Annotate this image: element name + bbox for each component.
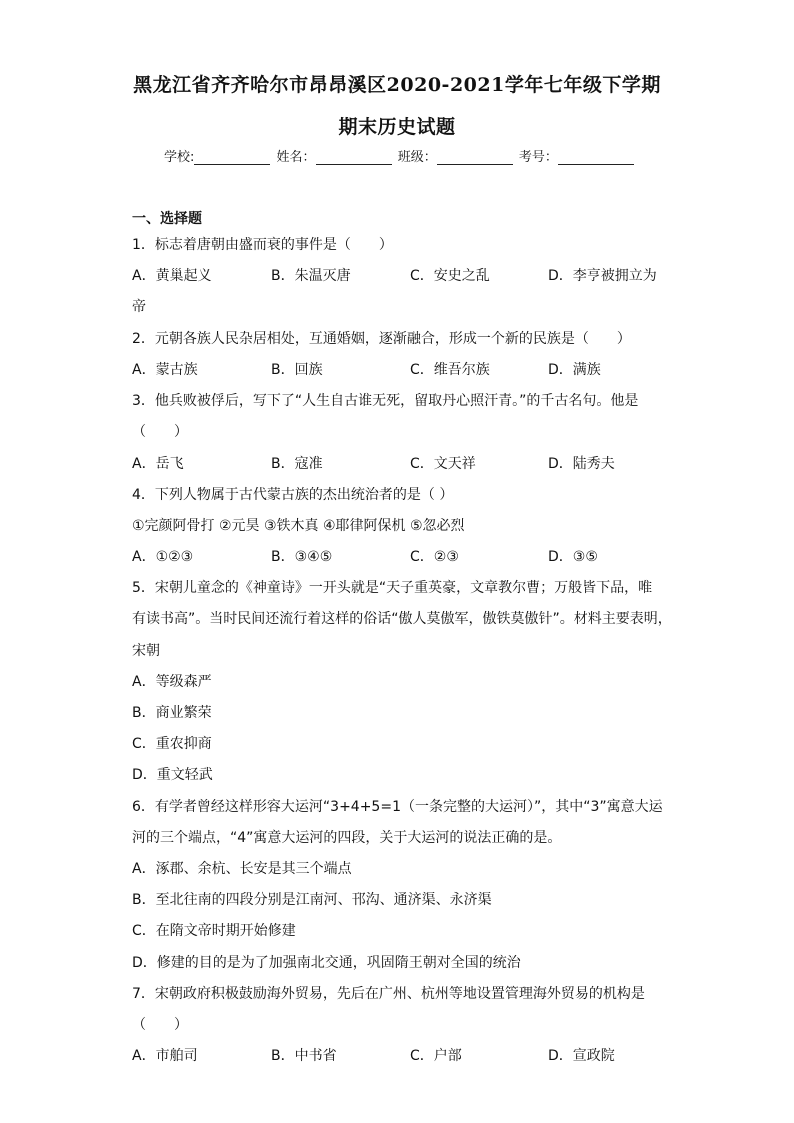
q2-option-c: C．维吾尔族 (410, 362, 490, 378)
question-7-stem: 7．宋朝政府积极鼓励海外贸易，先后在广州、杭州等地设置管理海外贸易的机构是 (132, 986, 645, 1002)
q1-option-d: D．李亨被拥立为 (548, 268, 657, 284)
question-4-stem: 4．下列人物属于古代蒙古族的杰出统治者的是（ ） (132, 487, 454, 503)
number-blank (558, 150, 634, 165)
question-6-stem-line2: 河的三个端点，“4”寓意大运河的四段，关于大运河的说法正确的是。 (132, 830, 562, 846)
question-1-stem: 1．标志着唐朝由盛而衰的事件是（ ） (132, 237, 393, 253)
q1-option-a: A．黄巢起义 (132, 268, 212, 284)
q5-option-d: D．重文轻武 (132, 767, 213, 783)
q2-option-b: B．回族 (271, 362, 323, 378)
question-3-stem: 3．他兵败被俘后，写下了“人生自古谁无死，留取丹心照汗青。”的千古名句。他是 (132, 393, 639, 409)
q6-option-c: C．在隋文帝时期开始修建 (132, 923, 296, 939)
q3-option-d: D．陆秀夫 (548, 456, 615, 472)
q6-option-b: B．至北往南的四段分别是江南河、邗沟、通济渠、永济渠 (132, 892, 492, 908)
section-title: 一、选择题 (132, 211, 202, 227)
q3-option-a: A．岳飞 (132, 456, 184, 472)
q3-option-c: C．文天祥 (410, 456, 476, 472)
q5-option-c: C．重农抑商 (132, 736, 212, 752)
q7-option-b: B．中书省 (271, 1048, 337, 1064)
q5-option-a: A．等级森严 (132, 674, 212, 690)
q3-option-b: B．寇准 (271, 456, 323, 472)
q6-option-a: A．涿郡、余杭、长安是其三个端点 (132, 861, 352, 877)
class-label: 班级： (397, 150, 437, 165)
school-label: 学校: (164, 150, 195, 165)
q1-option-c: C．安史之乱 (410, 268, 490, 284)
q4-option-d: D．③⑤ (548, 549, 598, 565)
q4-option-b: B．③④⑤ (271, 549, 333, 565)
exam-title-line2: 期末历史试题 (338, 116, 456, 138)
q6-option-d: D．修建的目的是为了加强南北交通，巩固隋王朝对全国的统治 (132, 955, 521, 971)
name-label: 姓名： (276, 150, 316, 165)
question-5-stem-line3: 宋朝 (132, 643, 160, 659)
q2-option-a: A．蒙古族 (132, 362, 198, 378)
school-blank (194, 150, 270, 165)
student-info-row (164, 146, 636, 165)
question-5-stem-line1: 5．宋朝儿童念的《神童诗》一开头就是“天子重英豪，文章教尔曹；万般皆下品，唯 (132, 580, 653, 596)
q7-option-d: D．宣政院 (548, 1048, 615, 1064)
question-3-stem-continued: （ ） (132, 424, 188, 440)
question-7-stem-continued: （ ） (132, 1017, 188, 1033)
question-2-stem: 2．元朝各族人民杂居相处，互通婚姻，逐渐融合，形成一个新的民族是（ ） (132, 331, 631, 347)
q4-option-c: C．②③ (410, 549, 459, 565)
number-label: 考号： (518, 150, 558, 165)
question-6-stem-line1: 6．有学者曾经这样形容大运河“3+4+5=1（一条完整的大运河）”，其中“3”寓意大运 (132, 799, 663, 815)
question-5-stem-line2: 有读书高”。当时民间还流行着这样的俗话“傲人莫傲军，傲铁莫傲针”。材料主要表明， (132, 611, 672, 627)
class-blank (437, 150, 513, 165)
q4-option-a: A．①②③ (132, 549, 194, 565)
question-4-items: ①完颜阿骨打 ②元昊 ③铁木真 ④耶律阿保机 ⑤忽必烈 (132, 518, 465, 534)
exam-title-line1: 黑龙江省齐齐哈尔市昂昂溪区2020-2021学年七年级下学期 (133, 74, 661, 96)
q7-option-c: C．户部 (410, 1048, 462, 1064)
q1-option-d-continued: 帝 (132, 299, 146, 315)
name-blank (316, 150, 392, 165)
q5-option-b: B．商业繁荣 (132, 705, 212, 721)
q2-option-d: D．满族 (548, 362, 601, 378)
q7-option-a: A．市舶司 (132, 1048, 198, 1064)
q1-option-b: B．朱温灭唐 (271, 268, 351, 284)
